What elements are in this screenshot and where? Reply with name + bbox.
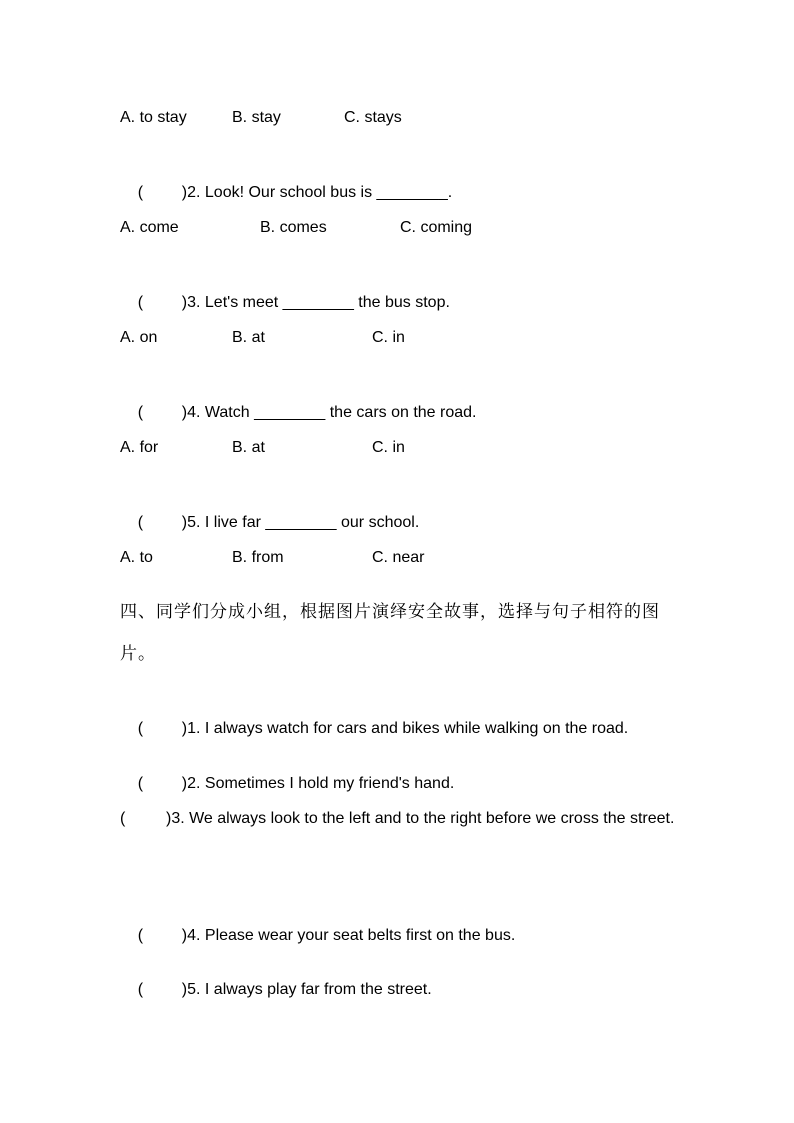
q1-option-b: B. stay [232, 109, 281, 126]
q4-option-a: A. for [120, 439, 159, 456]
question-4 [120, 383, 476, 443]
question-text: )4. Watch ________ the cars on the road. [181, 404, 477, 421]
section-heading: 四、同学们分成小组，根据图片演绎安全故事，选择与句子相符的图片。 [120, 602, 660, 664]
answer-paren: ( [137, 981, 144, 998]
statement-text: )2. Sometimes I hold my friend's hand. [181, 775, 455, 792]
q3-option-c: C. in [372, 329, 405, 346]
q2-option-c: C. coming [400, 219, 473, 236]
answer-paren: ( [120, 810, 126, 827]
q3-option-a: A. on [120, 329, 158, 346]
q4-option-b: B. at [232, 439, 265, 456]
statement-text: )5. I always play far from the street. [181, 981, 432, 998]
answer-paren: ( [137, 404, 144, 421]
q5-option-a: A. to [120, 549, 153, 566]
q3-option-b: B. at [232, 329, 265, 346]
answer-paren: ( [137, 720, 144, 737]
question-5 [120, 493, 419, 553]
question-text: )5. I live far ________ our school. [181, 514, 420, 531]
statement-1 [120, 699, 628, 759]
question-text: )2. Look! Our school bus is ________. [181, 184, 453, 201]
q1-option-c: C. stays [344, 109, 402, 126]
q1-option-a: A. to stay [120, 109, 187, 126]
q5-option-b: B. from [232, 549, 284, 566]
statement-4 [120, 906, 515, 966]
answer-paren: ( [137, 514, 144, 531]
statement-text: )1. I always watch for cars and bikes while walking on the road. [181, 720, 629, 737]
answer-paren: ( [137, 927, 144, 944]
answer-paren: ( [137, 184, 144, 201]
question-text: )3. Let's meet ________ the bus stop. [181, 294, 450, 311]
q5-option-c: C. near [372, 549, 425, 566]
q2-option-b: B. comes [260, 219, 327, 236]
answer-paren: ( [137, 294, 144, 311]
statement-text: )3. We always look to the left and to the right before we cross the street. [166, 810, 675, 827]
q4-option-c: C. in [372, 439, 405, 456]
statement-5 [120, 960, 432, 1020]
question-3 [120, 273, 450, 333]
q2-option-a: A. come [120, 219, 179, 236]
statement-text: )4. Please wear your seat belts first on the bus. [181, 927, 516, 944]
answer-paren: ( [137, 775, 144, 792]
statement-3 [120, 798, 680, 840]
question-2 [120, 163, 452, 223]
